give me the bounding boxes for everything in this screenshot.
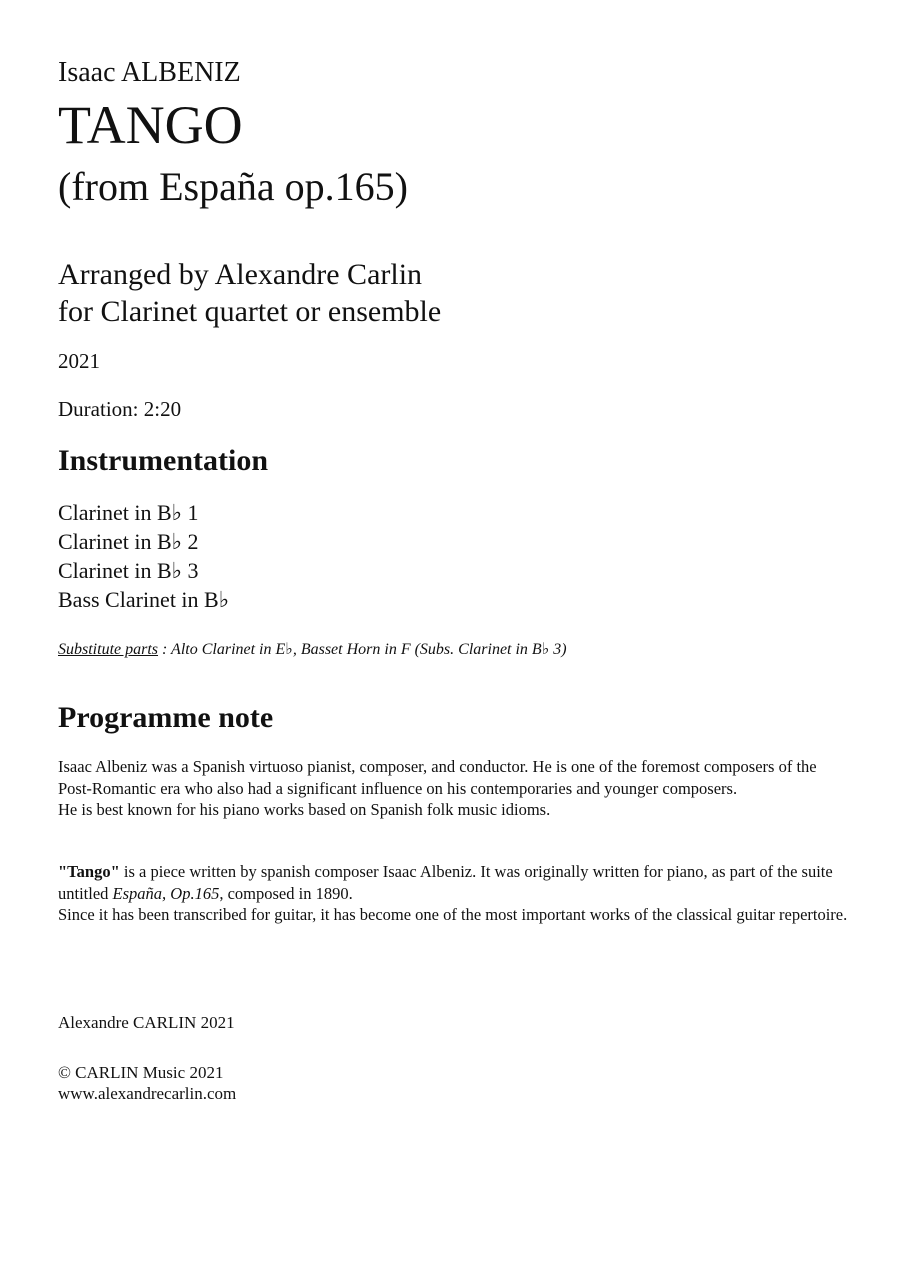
instrument-item: Clarinet in B♭ 2 bbox=[58, 529, 199, 554]
substitute-parts-text: : Alto Clarinet in E♭, Basset Horn in F (Subs. Clarinet in B♭ 3) bbox=[158, 641, 567, 658]
paragraph-text: is a piece written by spanish composer Isaac Albeniz. It was originally written for piano, as part of the suite untitled bbox=[58, 862, 833, 903]
tango-bold: "Tango" bbox=[58, 862, 120, 881]
programme-note-heading: Programme note bbox=[58, 701, 274, 734]
website-link[interactable]: www.alexandrecarlin.com bbox=[58, 1084, 237, 1103]
paragraph-text: , composed in 1890. bbox=[219, 883, 353, 903]
substitute-parts-label: Substitute parts bbox=[58, 641, 159, 658]
instrumentation-list bbox=[58, 498, 229, 614]
instrumentation-heading: Instrumentation bbox=[58, 444, 269, 477]
arranger-line: Arranged by Alexandre Carlin bbox=[58, 258, 423, 291]
composer-name: Isaac ALBENIZ bbox=[58, 57, 241, 88]
signature: Alexandre CARLIN 2021 bbox=[58, 1013, 235, 1032]
paragraph-line: He is best known for his piano works based on Spanish folk music idioms. bbox=[58, 800, 551, 819]
instrument-item: Clarinet in B♭ 3 bbox=[58, 558, 199, 583]
piece-title: TANGO bbox=[58, 95, 243, 155]
programme-paragraph-2 bbox=[58, 861, 848, 926]
piece-subtitle: (from España op.165) bbox=[58, 164, 408, 209]
arrangement-year: 2021 bbox=[58, 349, 100, 373]
duration: Duration: 2:20 bbox=[58, 397, 182, 421]
espana-italic: España, Op.165 bbox=[112, 883, 220, 903]
instrument-item: Clarinet in B♭ 1 bbox=[58, 500, 199, 525]
substitute-parts bbox=[58, 640, 567, 660]
paragraph-line: Isaac Albeniz was a Spanish virtuoso pianist, composer, and conductor. He is one of the foremost composers of the Post-Romantic era who also had a significant influence on his contemporaries and younger composers. bbox=[58, 757, 817, 798]
copyright: © CARLIN Music 2021 bbox=[58, 1063, 224, 1082]
ensemble-line: for Clarinet quartet or ensemble bbox=[58, 295, 442, 328]
programme-paragraph-1 bbox=[58, 756, 848, 821]
paragraph-line bbox=[58, 861, 848, 904]
paragraph-line: Since it has been transcribed for guitar, it has become one of the most important works of the classical guitar repertoire. bbox=[58, 905, 848, 924]
instrument-item: Bass Clarinet in B♭ bbox=[58, 587, 230, 612]
